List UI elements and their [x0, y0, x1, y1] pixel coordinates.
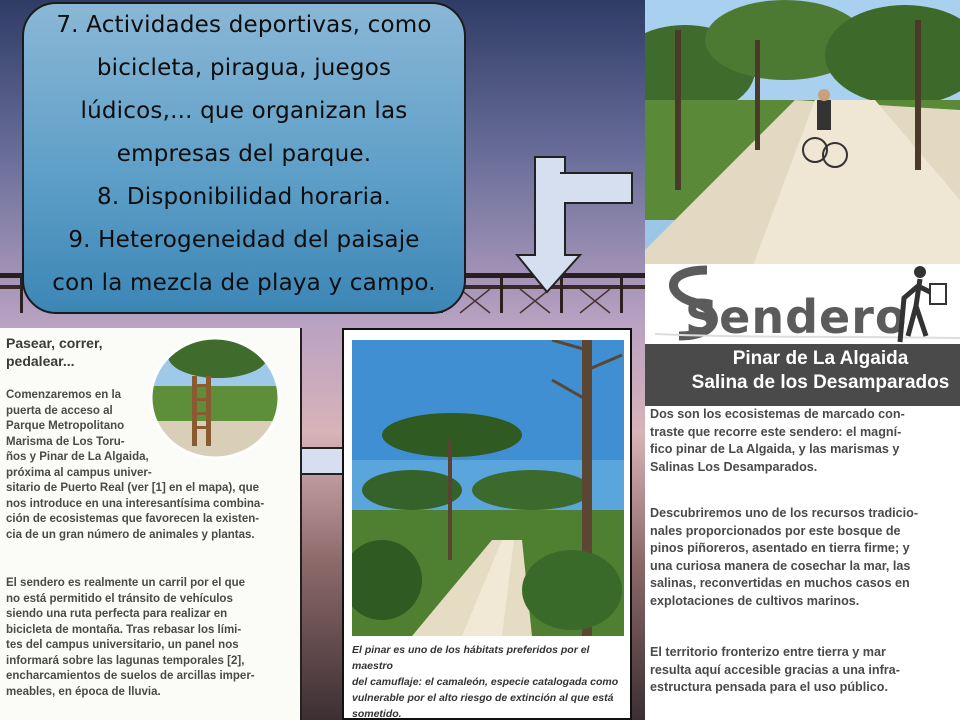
text-line-3: lúdicos,... que organizan las — [80, 98, 408, 124]
intro-paragraph: Comenzaremos en la puerta de acceso al Parque Metropolitano Marisma de Los Toru- ños y Pinar de La Algaida, próxima al campus univer- sitario de Puerto Real (ver [1] en el mapa), que nos introduce en una interesantísima combina- ción de ecosistemas que favorecen la existen- cia de un gran número de animales y plantas. — [6, 389, 265, 541]
pine-forest-photo — [352, 340, 624, 636]
text-line-1: 7. Actividades deportivas, como — [56, 12, 432, 38]
hiker-icon — [890, 264, 955, 344]
down-arrow-icon — [515, 155, 635, 295]
photo-caption: El pinar es uno de los hábitats preferidos por el maestro del camuflaje: el camaleón, especie catalogada como vulnerable por el alto riesgo de extinción al que está sometido. — [352, 644, 619, 720]
paragraph-1: Dos son los ecosistemas de marcado con- traste que recorre este sendero: el magní- fico pinar de La Algaida, y las marismas y Salinas Los Desamparados. — [650, 407, 905, 474]
panel-title: Pasear, correr, pedalear... — [6, 335, 103, 369]
text-line-2: bicicleta, piragua, juegos — [96, 55, 392, 81]
band-title-line2: Salina de los Desamparados — [691, 372, 950, 393]
numbered-text-box — [22, 2, 466, 314]
paragraph-2: Descubriremos uno de los recursos tradicio- nales proporcionados por este bosque de pinos piñoreros, asentado en tierra firme; y una curiosa manera de cosechar la mar, las salinas, reconvertidas en muchos casos en explotaciones de cultivos marinos. — [650, 506, 919, 608]
text-line-5: 8. Disponibilidad horaria. — [96, 184, 391, 210]
paragraph-3: El territorio fronterizo entre tierra y mar resulta aquí accesible gracias a una infra- estructura pensada para el uso público. — [650, 645, 900, 695]
text-line-7: con la mezcla de playa y campo. — [52, 270, 436, 296]
second-paragraph: El sendero es realmente un carril por el que no está permitido el tránsito de vehículos siendo una ruta perfecta para realizar en bicicleta de montaña. Tras rebasar los lími- tes del campus universitario, un panel nos informará sobre las lagunas temporales [2], encharcamientos de suelos de arcillas imper- meables, en época de lluvia. — [6, 577, 255, 698]
sendero-brand: Sendero — [685, 290, 908, 344]
band-title-line1: Pinar de La Algaida — [732, 348, 909, 369]
text-line-4: empresas del parque. — [116, 141, 372, 167]
walk-info-panel — [0, 328, 302, 720]
text-line-6: 9. Heterogeneidad del paisaje — [68, 227, 420, 253]
pine-forest-panel — [342, 328, 632, 720]
sendero-info-panel — [645, 264, 960, 720]
